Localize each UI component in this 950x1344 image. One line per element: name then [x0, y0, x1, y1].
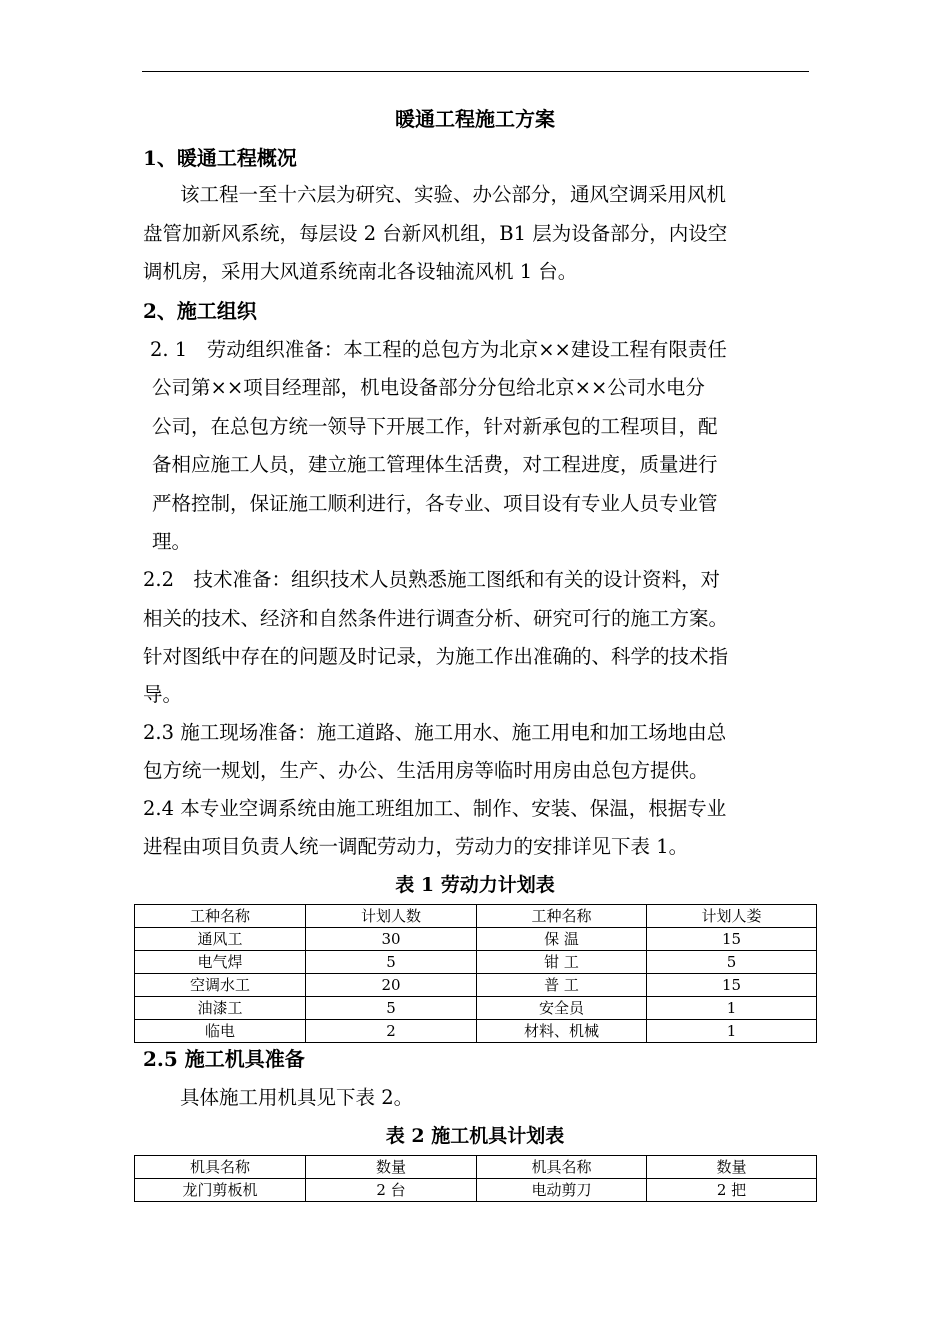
table-cell: 1 — [647, 1020, 817, 1043]
table-header-cell: 数量 — [306, 1156, 477, 1179]
table-cell: 20 — [306, 974, 477, 997]
para-2-2-line: 2.2 技术准备：组织技术人员熟悉施工图纸和有关的设计资料，对 — [143, 568, 721, 591]
table-cell: 空调水工 — [135, 974, 306, 997]
equipment-plan-table — [134, 1155, 817, 1202]
table-2-caption: 表 2 施工机具计划表 — [385, 1125, 565, 1147]
table-header-cell: 机具名称 — [477, 1156, 647, 1179]
table-header-row — [135, 1156, 817, 1179]
para-2-1-line: 公司第××项目经理部，机电设备部分分包给北京××公司水电分 — [152, 376, 705, 399]
table-header-cell: 工种名称 — [135, 905, 306, 928]
para-2-3-line: 2.3 施工现场准备：施工道路、施工用水、施工用电和加工场地由总 — [143, 721, 727, 744]
table-header-row — [135, 905, 817, 928]
table-row — [135, 1020, 817, 1043]
table-cell: 钳 工 — [477, 951, 647, 974]
table-row — [135, 1179, 817, 1202]
para-2-4-line: 2.4 本专业空调系统由施工班组加工、制作、安装、保温，根据专业 — [143, 797, 727, 820]
table-cell: 5 — [647, 951, 817, 974]
para-2-3-line: 包方统一规划，生产、办公、生活用房等临时用房由总包方提供。 — [143, 759, 709, 782]
table-cell: 2 把 — [647, 1179, 817, 1202]
table-row — [135, 974, 817, 997]
table-cell: 2 台 — [306, 1179, 477, 1202]
table-row — [135, 951, 817, 974]
table-cell: 龙门剪板机 — [135, 1179, 306, 1202]
table-cell: 通风工 — [135, 928, 306, 951]
table-cell: 材料、机械 — [477, 1020, 647, 1043]
section-1-line: 盘管加新风系统，每层设 2 台新风机组，B1 层为设备部分，内设空 — [143, 222, 728, 245]
table-cell: 电动剪刀 — [477, 1179, 647, 1202]
section-2-5-heading: 2.5 施工机具准备 — [143, 1047, 305, 1071]
para-2-2-line: 相关的技术、经济和自然条件进行调查分析、研究可行的施工方案。 — [143, 607, 729, 630]
table-row — [135, 997, 817, 1020]
table-header-cell: 工种名称 — [477, 905, 647, 928]
table-cell: 临电 — [135, 1020, 306, 1043]
para-2-1-line: 公司，在总包方统一领导下开展工作，针对新承包的工程项目，配 — [152, 415, 718, 438]
para-2-2-line: 导。 — [143, 683, 183, 706]
table-cell: 普 工 — [477, 974, 647, 997]
table-cell: 2 — [306, 1020, 477, 1043]
table-header-cell: 计划人娄 — [647, 905, 817, 928]
header-rule — [142, 71, 809, 72]
table-cell: 30 — [306, 928, 477, 951]
table-1-caption: 表 1 劳动力计划表 — [395, 874, 555, 896]
para-2-1-line: 严格控制，保证施工顺利进行，各专业、项目设有专业人员专业管 — [152, 492, 718, 515]
table-cell: 15 — [647, 974, 817, 997]
section-2-5-line: 具体施工用机具见下表 2。 — [180, 1086, 414, 1109]
para-2-1-line: 理。 — [152, 530, 192, 553]
section-1-heading: 1、暖通工程概况 — [143, 146, 297, 170]
para-2-1-line: 2. 1 劳动组织准备：本工程的总包方为北京××建设工程有限责任 — [150, 338, 727, 361]
table-cell: 5 — [306, 997, 477, 1020]
labor-plan-table — [134, 904, 817, 1043]
table-cell: 油漆工 — [135, 997, 306, 1020]
table-header-cell: 数量 — [647, 1156, 817, 1179]
table-cell: 电气焊 — [135, 951, 306, 974]
table-cell: 安全员 — [477, 997, 647, 1020]
para-2-1-line: 备相应施工人员，建立施工管理体生活费，对工程进度，质量进行 — [152, 453, 718, 476]
document-title: 暖通工程施工方案 — [395, 107, 555, 131]
table-cell: 15 — [647, 928, 817, 951]
para-2-4-line: 进程由项目负责人统一调配劳动力，劳动力的安排详见下表 1。 — [143, 835, 689, 858]
table-cell: 保 温 — [477, 928, 647, 951]
table-header-cell: 机具名称 — [135, 1156, 306, 1179]
para-2-2-line: 针对图纸中存在的问题及时记录，为施工作出准确的、科学的技术指 — [143, 645, 729, 668]
section-1-line: 该工程一至十六层为研究、实验、办公部分，通风空调采用风机 — [180, 183, 727, 206]
table-header-cell: 计划人数 — [306, 905, 477, 928]
table-cell: 1 — [647, 997, 817, 1020]
section-1-line: 调机房，采用大风道系统南北各设轴流风机 1 台。 — [143, 260, 578, 283]
table-row — [135, 928, 817, 951]
table-cell: 5 — [306, 951, 477, 974]
section-2-heading: 2、施工组织 — [143, 299, 257, 323]
